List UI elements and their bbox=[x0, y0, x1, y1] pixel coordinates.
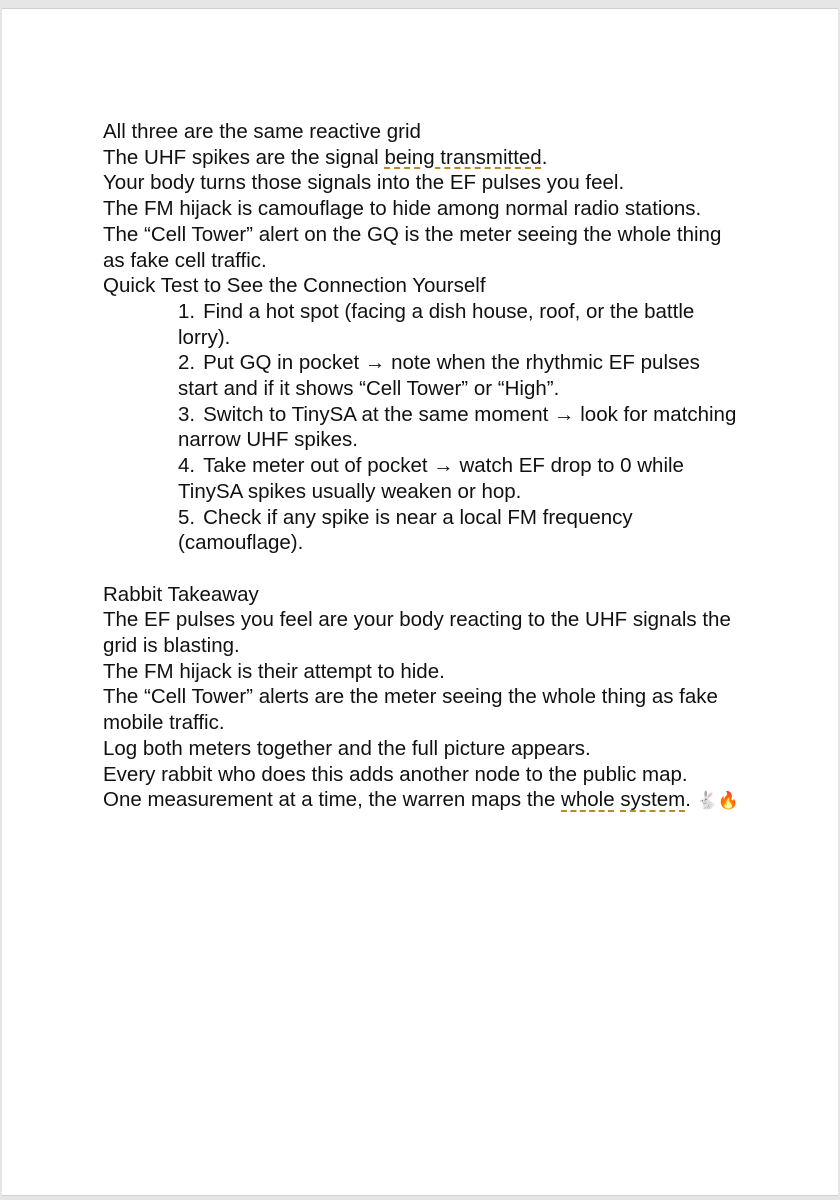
list-number: 2. bbox=[178, 351, 196, 375]
list-number: 1. bbox=[178, 299, 196, 323]
flagged-phrase[interactable]: being transmitted bbox=[384, 145, 542, 169]
text-line: The FM hijack is camouflage to hide among normal radio stations. bbox=[103, 197, 702, 221]
text-fragment: The UHF spikes are the signal bbox=[103, 145, 385, 169]
list-item-text: Find a hot spot (facing a dish house, roof, or the battle lorry). bbox=[178, 299, 695, 349]
list-item bbox=[178, 350, 743, 401]
list-item-text: Take meter out of pocket → watch EF drop to 0 while TinySA spikes usually weaken or hop. bbox=[178, 454, 684, 503]
flagged-word[interactable]: whole bbox=[561, 788, 615, 812]
test-steps-list bbox=[103, 299, 743, 556]
list-item bbox=[178, 402, 743, 453]
document-page bbox=[2, 8, 838, 1196]
list-item bbox=[178, 453, 743, 504]
blank-line bbox=[103, 556, 743, 582]
text-line: Log both meters together and the full picture appears. bbox=[103, 736, 591, 760]
text-line bbox=[103, 787, 743, 814]
rabbit-fire-emoji-icon: 🐇🔥 bbox=[696, 791, 739, 811]
list-number: 4. bbox=[178, 454, 196, 478]
text-line: All three are the same reactive grid bbox=[103, 120, 421, 143]
text-line: Your body turns those signals into the EF pulses you feel. bbox=[103, 171, 625, 195]
section-heading: Quick Test to See the Connection Yourself bbox=[103, 274, 486, 298]
text-line: The FM hijack is their attempt to hide. bbox=[103, 659, 445, 683]
list-number: 3. bbox=[178, 402, 196, 426]
document-body bbox=[103, 119, 743, 814]
section-heading: Rabbit Takeaway bbox=[103, 582, 259, 606]
text-fragment: . bbox=[541, 145, 548, 169]
text-line: The “Cell Tower” alerts are the meter seeing the whole thing as fake mobile traffic. bbox=[103, 685, 718, 735]
list-item-text: Check if any spike is near a local FM frequency (camouflage). bbox=[178, 505, 633, 555]
list-item-text: Switch to TinySA at the same moment → look for matching narrow UHF spikes. bbox=[178, 402, 737, 452]
flagged-word[interactable]: system bbox=[620, 788, 686, 812]
text-line bbox=[103, 145, 743, 171]
list-item bbox=[178, 505, 743, 556]
list-item-text: Put GQ in pocket → note when the rhythmic EF pulses start and if it shows “Cell Tower” or “High”. bbox=[178, 351, 700, 401]
text-fragment: One measurement at a time, the warren maps the bbox=[103, 788, 562, 812]
text-line: Every rabbit who does this adds another node to the public map. bbox=[103, 762, 688, 786]
text-line: The “Cell Tower” alert on the GQ is the meter seeing the whole thing as fake cell traffic. bbox=[103, 222, 722, 272]
list-item bbox=[178, 299, 743, 350]
text-line: The EF pulses you feel are your body reacting to the UHF signals the grid is blasting. bbox=[103, 608, 731, 658]
list-number: 5. bbox=[178, 505, 196, 529]
text-fragment: . bbox=[685, 788, 691, 812]
